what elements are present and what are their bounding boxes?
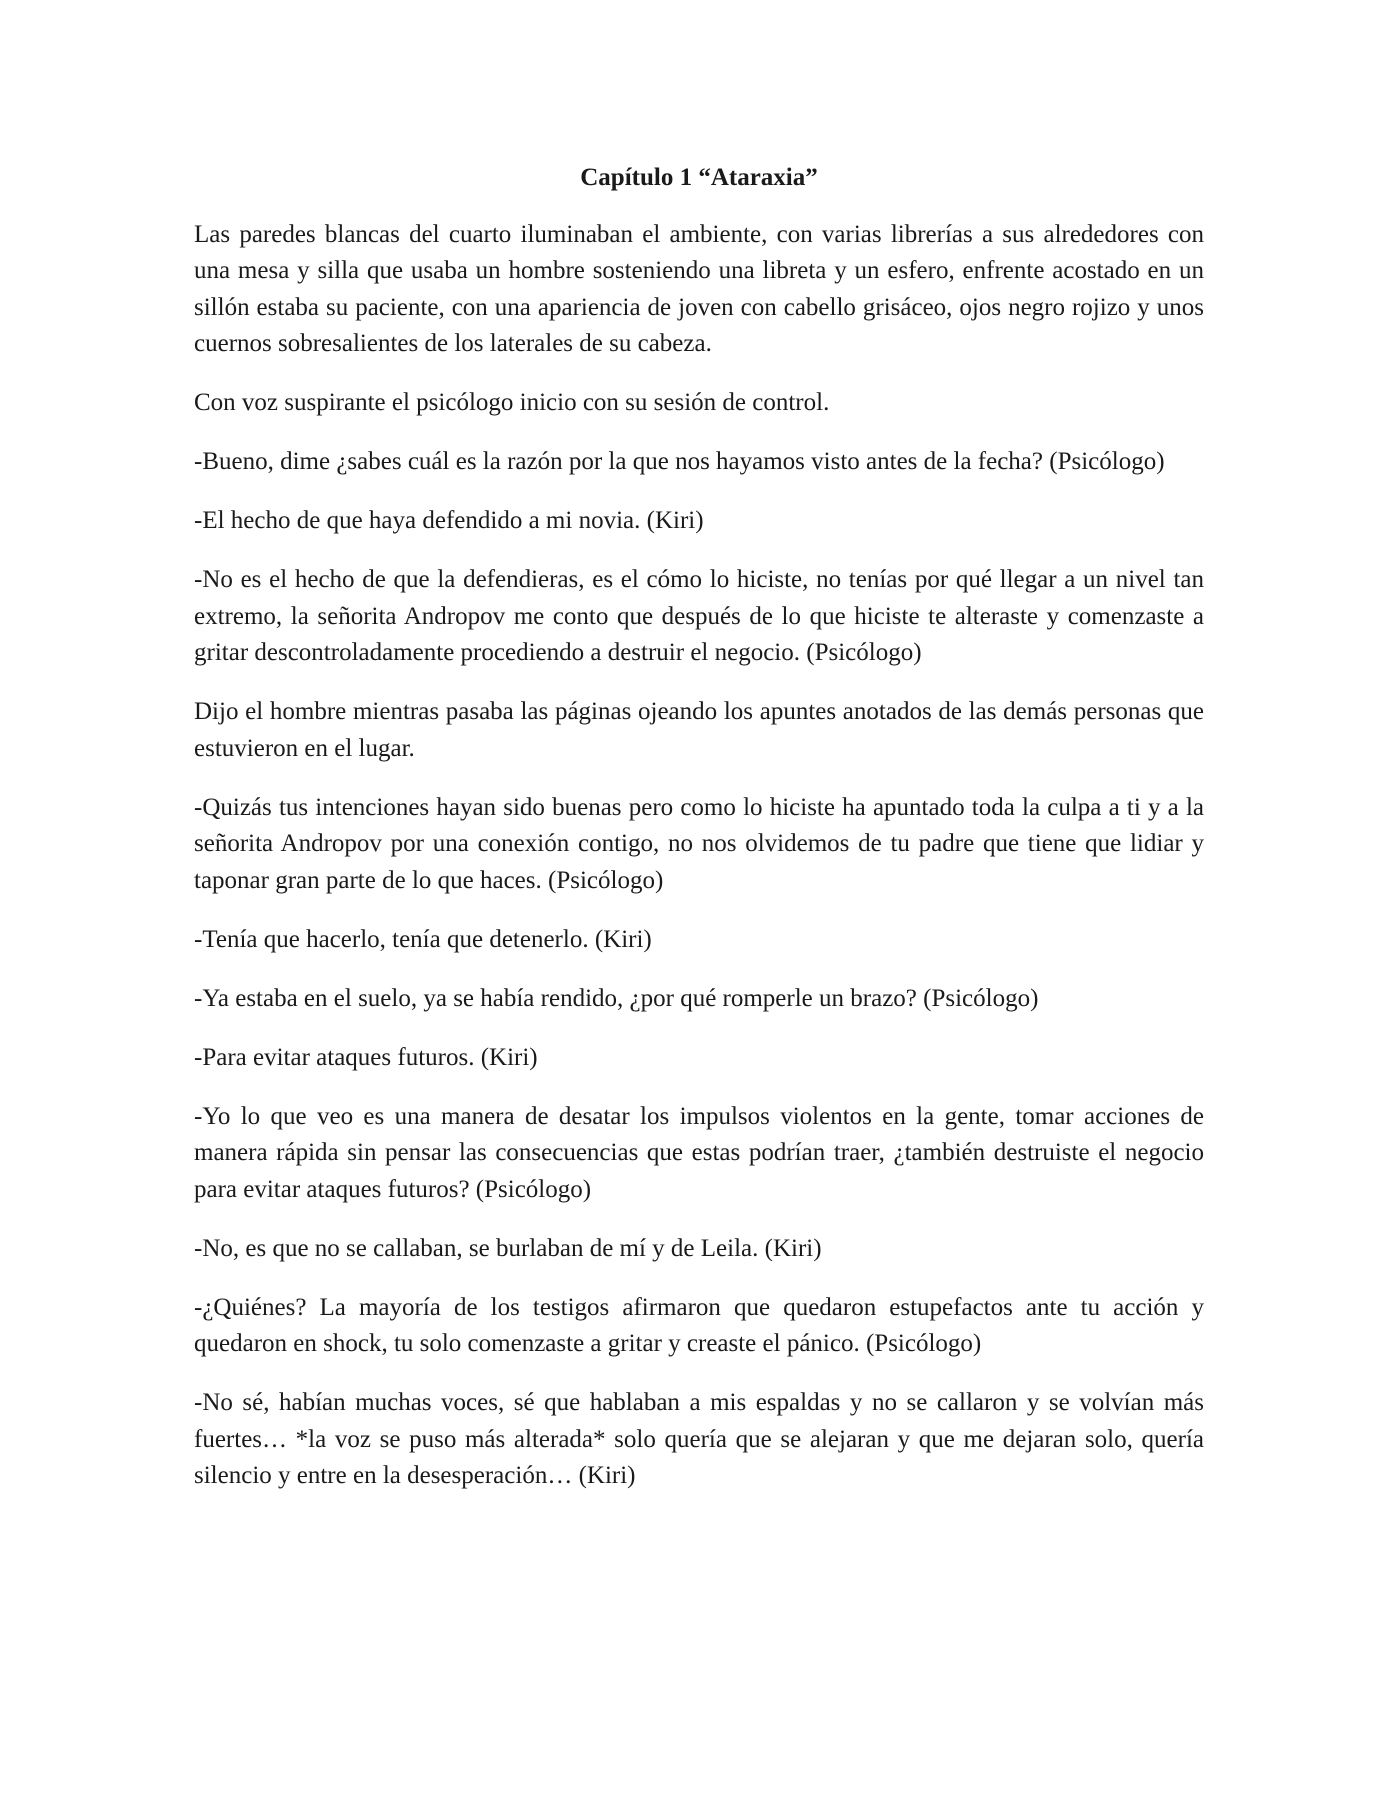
paragraph-11: -Yo lo que veo es una manera de desatar los impulsos violentos en la gente, tomar acciones de manera rápida sin pensar las consecuencias que estas podrían traer, ¿también destruiste el negocio para evitar ataques futuros? (Psicólogo) [194, 1102, 1204, 1203]
chapter-title: Capítulo 1 “Ataraxia” [580, 164, 818, 191]
paragraph-7: -Quizás tus intenciones hayan sido buenas pero como lo hiciste ha apuntado toda la culpa a ti y a la señorita Andropov por una conexión contigo, no nos olvidemos de tu padre que tiene que lidiar y taponar gran parte de lo que haces. (Psicólogo) [194, 793, 1204, 894]
paragraph-3: -Bueno, dime ¿sabes cuál es la razón por la que nos hayamos visto antes de la fecha? (Psicólogo) [194, 448, 1165, 475]
paragraph-12: -No, es que no se callaban, se burlaban de mí y de Leila. (Kiri) [194, 1234, 822, 1262]
paragraph-9: -Ya estaba en el suelo, ya se había rendido, ¿por qué romperle un brazo? (Psicólogo) [194, 984, 1039, 1012]
document-page [194, 160, 1204, 1517]
paragraph-14: -No sé, habían muchas voces, sé que hablaban a mis espaldas y no se callaron y se volvían más fuertes… *la voz se puso más alterada* solo quería que se alejaran y que me dejaran solo, quería silencio y entre en la desesperación… (Kiri) [194, 1389, 1204, 1489]
paragraph-13: -¿Quiénes? La mayoría de los testigos afirmaron que quedaron estupefactos ante tu acción y quedaron en shock, tu solo comenzaste a gritar y creaste el pánico. (Psicólogo) [194, 1293, 1204, 1357]
paragraph-4: -El hecho de que haya defendido a mi novia. (Kiri) [194, 507, 704, 534]
paragraph-10: -Para evitar ataques futuros. (Kiri) [194, 1043, 538, 1071]
paragraph-1: Las paredes blancas del cuarto iluminaban el ambiente, con varias librerías a sus alrededores con una mesa y silla que usaba un hombre sosteniendo una libreta y un esfero, enfrente acostado en un sillón estaba su paciente, con una apariencia de joven con cabello grisáceo, ojos negro rojizo y unos cuernos sobresalientes de los laterales de su cabeza. [194, 220, 1204, 357]
paragraph-2: Con voz suspirante el psicólogo inicio con su sesión de control. [194, 389, 830, 416]
paragraph-6: Dijo el hombre mientras pasaba las páginas ojeando los apuntes anotados de las demás personas que estuvieron en el lugar. [194, 698, 1204, 762]
paragraph-5: -No es el hecho de que la defendieras, es el cómo lo hiciste, no tenías por qué llegar a un nivel tan extremo, la señorita Andropov me conto que después de lo que hiciste te alteraste y comenzaste a gritar descontroladamente procediendo a destruir el negocio. (Psicólogo) [194, 566, 1204, 666]
paragraph-8: -Tenía que hacerlo, tenía que detenerlo. (Kiri) [194, 925, 652, 953]
